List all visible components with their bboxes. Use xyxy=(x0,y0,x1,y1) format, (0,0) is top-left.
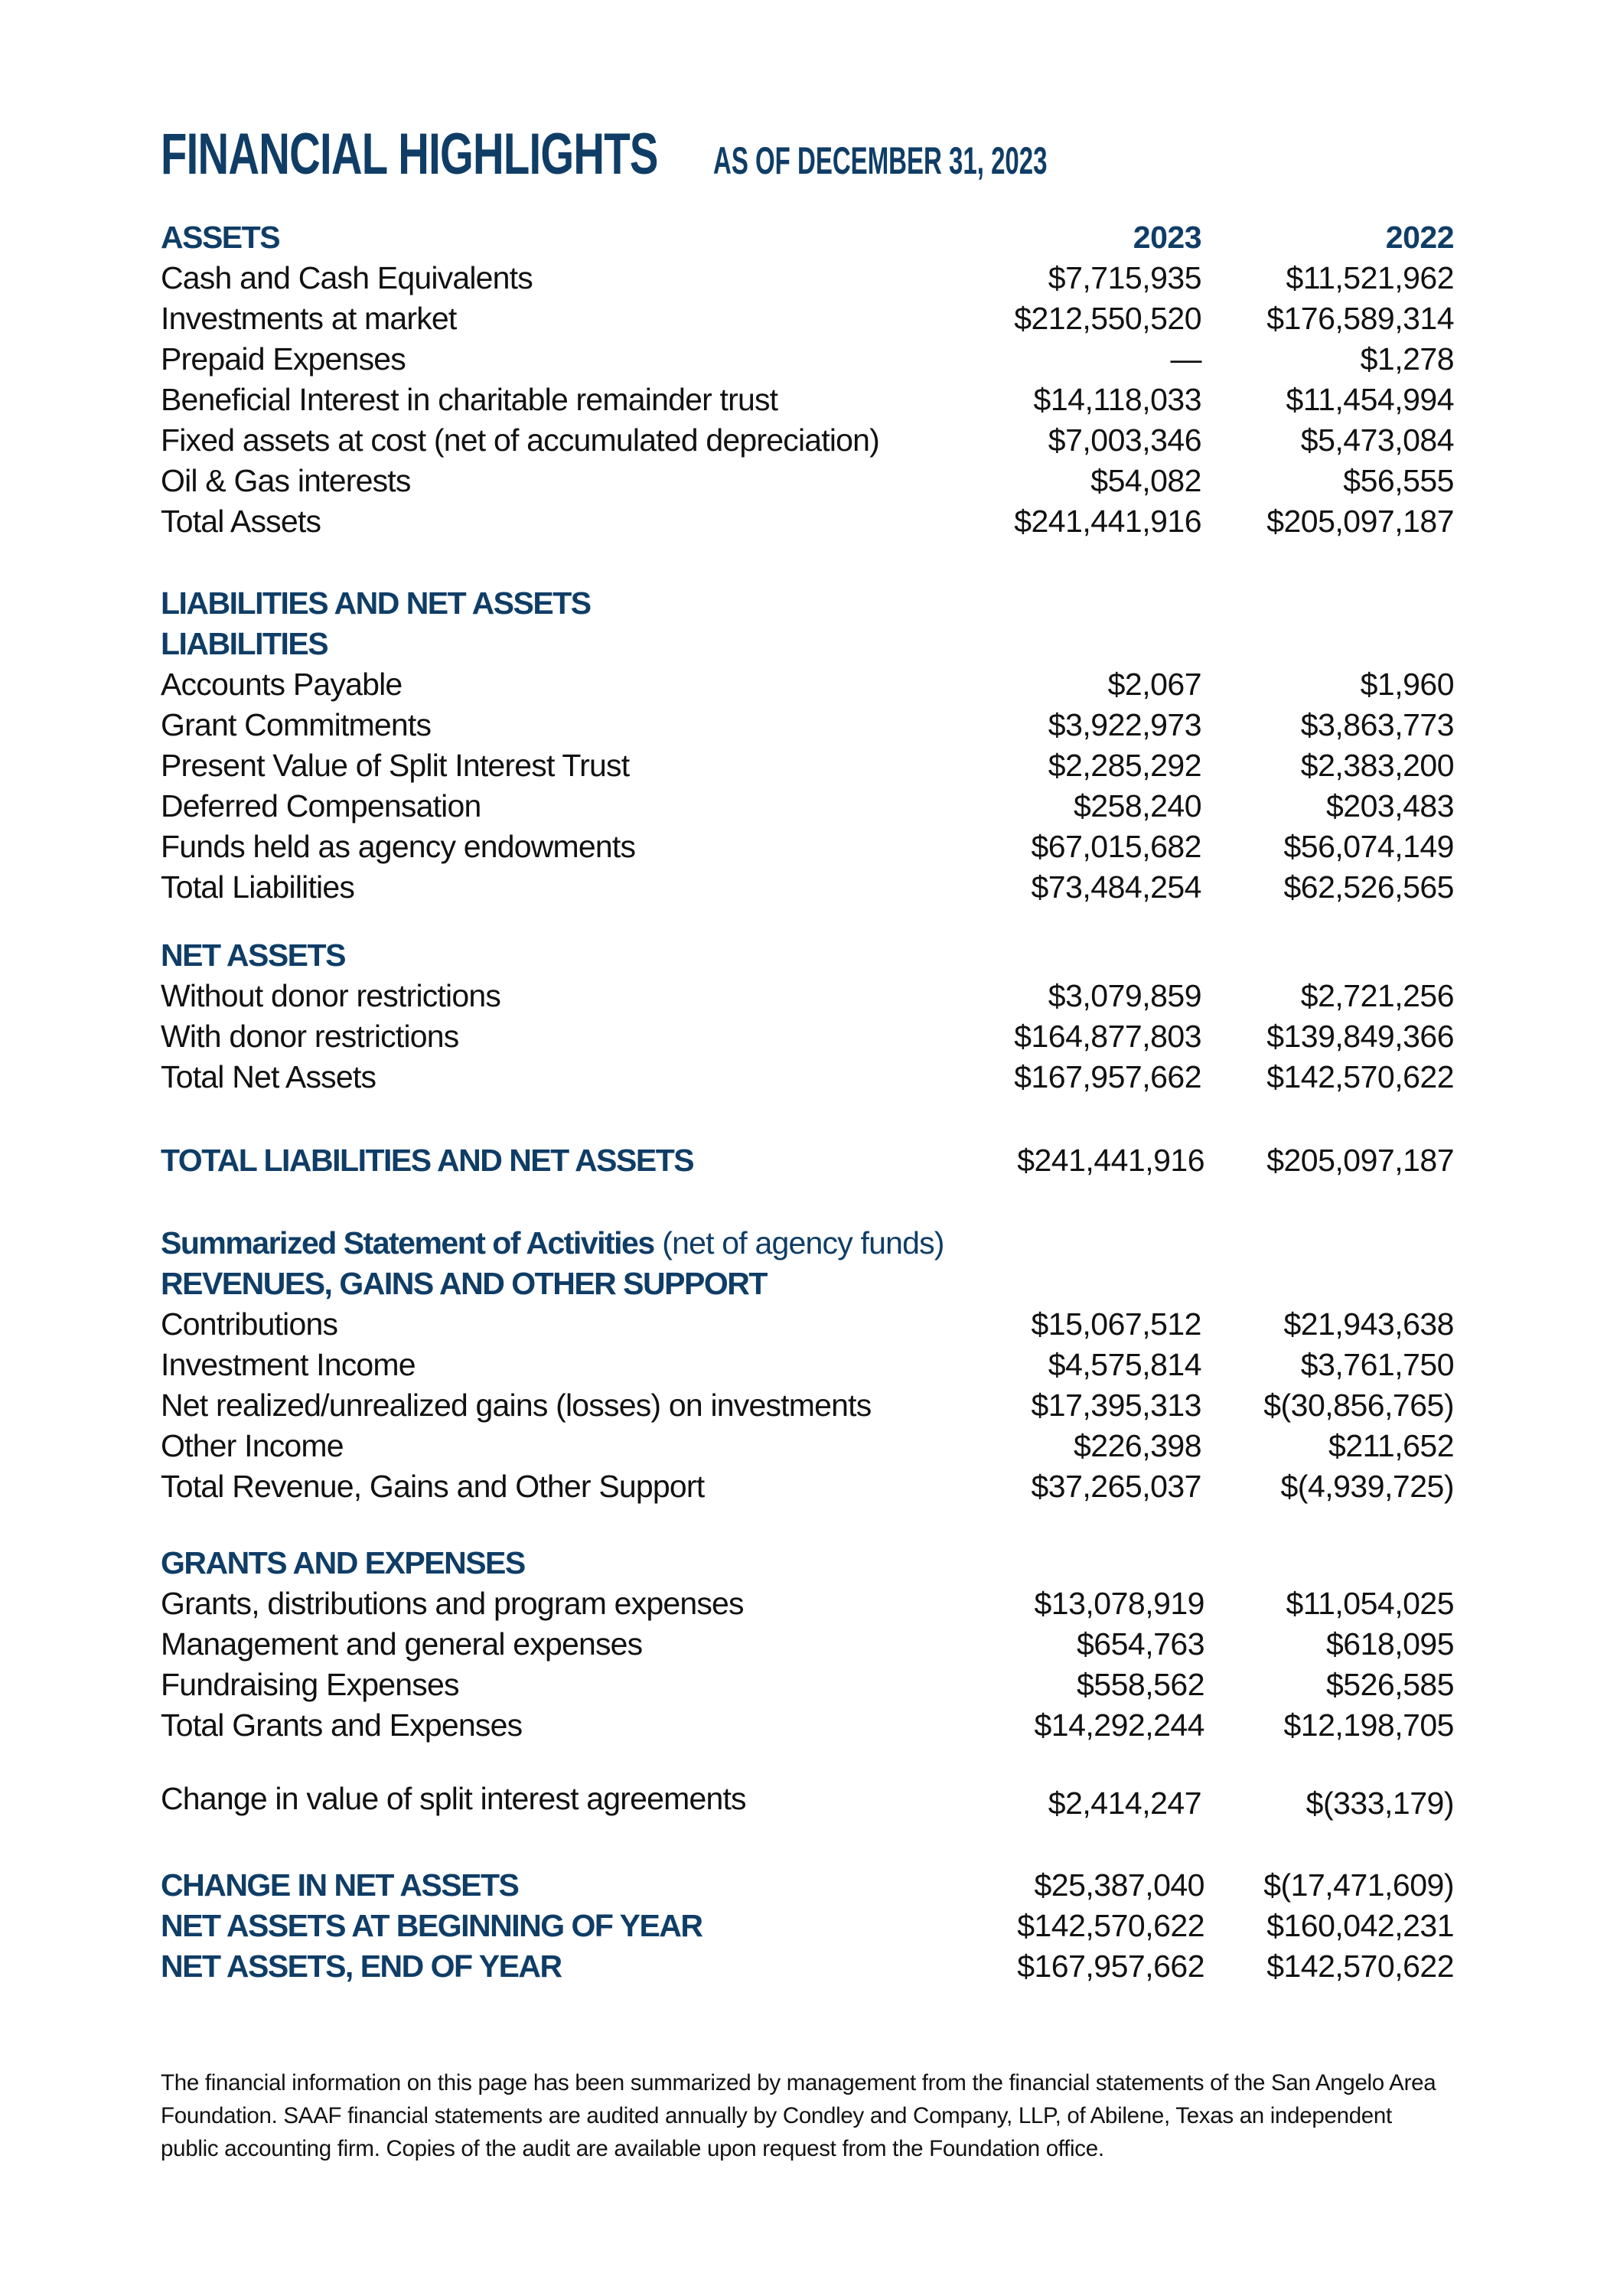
value-2022: $526,585 xyxy=(1325,1667,1454,1702)
value-2023: $241,441,916 xyxy=(1017,1143,1204,1178)
assets-header-row xyxy=(161,217,1454,257)
value-2022: $56,555 xyxy=(1343,463,1454,498)
table-row xyxy=(161,1583,1454,1623)
value-2023: $73,484,254 xyxy=(1031,869,1201,905)
row-label: Accounts Payable xyxy=(161,667,403,702)
value-2023: $2,067 xyxy=(1107,667,1201,702)
row-label: Net realized/unrealized gains (losses) on investments xyxy=(161,1388,872,1423)
row-label: Total Assets xyxy=(161,504,321,539)
value-2022: $11,521,962 xyxy=(1286,260,1454,295)
value-2022: $56,074,149 xyxy=(1283,829,1454,864)
row-label: Investments at market xyxy=(161,301,457,336)
value-2023: $7,003,346 xyxy=(1048,422,1201,458)
value-2022: $203,483 xyxy=(1325,788,1454,823)
value-2022: $(333,179) xyxy=(1305,1786,1454,1821)
table-row xyxy=(161,339,1454,379)
value-2022: $11,054,025 xyxy=(1286,1586,1454,1621)
revenues-heading-row xyxy=(161,1264,1454,1303)
value-2022: $139,849,366 xyxy=(1266,1019,1454,1054)
table-row xyxy=(161,1385,1454,1425)
value-2022: $618,095 xyxy=(1325,1626,1454,1662)
value-2022: $2,721,256 xyxy=(1300,978,1454,1013)
value-2022: $(30,856,765) xyxy=(1263,1388,1454,1423)
row-label: Deferred Compensation xyxy=(161,788,481,823)
value-2022: $12,198,705 xyxy=(1283,1707,1454,1743)
total-liabilities-net-assets-row xyxy=(161,1140,1454,1180)
row-label: Prepaid Expenses xyxy=(161,341,406,377)
liabilities-heading-row xyxy=(161,624,1454,664)
value-2022: $62,526,565 xyxy=(1283,869,1454,905)
row-label: Investment Income xyxy=(161,1347,416,1382)
assets-heading: ASSETS xyxy=(161,220,280,255)
value-2023: $3,079,859 xyxy=(1048,978,1201,1013)
value-2022: $5,473,084 xyxy=(1300,422,1454,458)
net-assets-end-row xyxy=(161,1946,1454,1986)
row-label: Fixed assets at cost (net of accumulated depreciation) xyxy=(161,422,880,458)
value-2022: $205,097,187 xyxy=(1266,1143,1454,1178)
title-date: AS OF DECEMBER 31, 2023 xyxy=(713,139,1048,182)
table-row xyxy=(161,705,1454,745)
value-2023: $17,395,313 xyxy=(1031,1388,1201,1423)
table-row xyxy=(161,298,1454,338)
value-2023: $241,441,916 xyxy=(1014,504,1201,539)
value-2023: $654,763 xyxy=(1076,1626,1204,1662)
table-row xyxy=(161,786,1454,826)
revenues-heading: REVENUES, GAINS AND OTHER SUPPORT xyxy=(161,1266,767,1301)
change-in-net-assets-row xyxy=(161,1865,1454,1905)
activities-title-row xyxy=(161,1223,1454,1263)
row-label: Without donor restrictions xyxy=(161,978,501,1013)
value-2023: $37,265,037 xyxy=(1031,1469,1201,1504)
value-2023: $167,957,662 xyxy=(1014,1059,1201,1094)
value-2022: $1,960 xyxy=(1360,667,1454,702)
table-row xyxy=(161,1345,1454,1384)
row-label: Present Value of Split Interest Trust xyxy=(161,748,630,783)
value-2023: $7,715,935 xyxy=(1048,260,1201,295)
value-2023: $25,387,040 xyxy=(1034,1867,1204,1903)
table-row xyxy=(161,1624,1454,1664)
value-2023: $3,922,973 xyxy=(1048,707,1201,742)
section-heading: LIABILITIES AND NET ASSETS xyxy=(161,585,591,621)
table-row xyxy=(161,420,1454,460)
net-assets-heading: NET ASSETS xyxy=(161,938,345,973)
expenses-heading-row xyxy=(161,1543,1454,1583)
table-row xyxy=(161,976,1454,1016)
value-2023: $2,285,292 xyxy=(1048,748,1201,783)
row-label: Beneficial Interest in charitable remainder trust xyxy=(161,382,778,417)
table-row xyxy=(161,1665,1454,1704)
row-label: Change in value of split interest agreements xyxy=(161,1781,746,1816)
net-assets-heading-row xyxy=(161,935,1454,975)
liabilities-heading: LIABILITIES xyxy=(161,626,328,661)
row-label: Grant Commitments xyxy=(161,707,432,742)
total-net-assets-row xyxy=(161,1057,1454,1097)
row-label: Fundraising Expenses xyxy=(161,1667,459,1702)
value-2022: $21,943,638 xyxy=(1283,1306,1454,1342)
row-label: Total Net Assets xyxy=(161,1059,376,1094)
row-label: Total Revenue, Gains and Other Support xyxy=(161,1469,705,1504)
value-2023: $14,292,244 xyxy=(1034,1707,1204,1743)
row-label: CHANGE IN NET ASSETS xyxy=(161,1867,519,1903)
value-2022: $(4,939,725) xyxy=(1280,1469,1454,1504)
value-2023: $14,118,033 xyxy=(1033,382,1201,417)
total-expenses-row xyxy=(161,1705,1454,1745)
value-2022: $142,570,622 xyxy=(1266,1949,1454,1984)
value-2023: $13,078,919 xyxy=(1034,1586,1204,1621)
row-label: With donor restrictions xyxy=(161,1019,459,1054)
value-2023: $558,562 xyxy=(1076,1667,1204,1702)
table-row xyxy=(161,1304,1454,1344)
row-label: Other Income xyxy=(161,1428,344,1463)
value-2023: $15,067,512 xyxy=(1031,1306,1201,1342)
column-header-2022: 2022 xyxy=(1385,220,1454,255)
title-main: FINANCIAL HIGHLIGHTS xyxy=(161,122,658,187)
value-2023: $226,398 xyxy=(1073,1428,1201,1463)
value-2022: $3,761,750 xyxy=(1300,1347,1454,1382)
value-2023: $142,570,622 xyxy=(1017,1908,1204,1943)
net-assets-beginning-row xyxy=(161,1906,1454,1945)
value-2022: $2,383,200 xyxy=(1300,748,1454,783)
total-liabilities-row xyxy=(161,867,1454,907)
value-2022: $11,454,994 xyxy=(1286,382,1454,417)
row-label: TOTAL LIABILITIES AND NET ASSETS xyxy=(161,1143,694,1178)
row-label: Contributions xyxy=(161,1306,338,1342)
value-2023: $4,575,814 xyxy=(1048,1347,1201,1382)
value-2023: — xyxy=(1170,341,1201,377)
expenses-heading: GRANTS AND EXPENSES xyxy=(161,1545,525,1580)
value-2023: $212,550,520 xyxy=(1014,301,1201,336)
value-2023: $2,414,247 xyxy=(1048,1786,1201,1821)
table-row xyxy=(161,745,1454,785)
row-label: Management and general expenses xyxy=(161,1626,643,1662)
row-label: Total Liabilities xyxy=(161,869,355,905)
column-header-2023: 2023 xyxy=(1133,220,1201,255)
value-2022: $211,652 xyxy=(1328,1428,1454,1463)
footnote: The financial information on this page has been summarized by management from the financial statements of the San Angelo Area Foundation. SAAF financial statements are audited annually by Condley and Company, LLP, of Abilene, Texas an independent public accounting firm. Copies of the audit are available upon request from the Foundation office. xyxy=(161,2070,1436,2161)
table-row xyxy=(161,258,1454,298)
activities-title xyxy=(161,1223,944,1263)
row-label: NET ASSETS, END OF YEAR xyxy=(161,1949,562,1984)
table-row xyxy=(161,1016,1454,1056)
table-row xyxy=(161,380,1454,419)
row-label: Cash and Cash Equivalents xyxy=(161,260,533,295)
value-2022: $176,589,314 xyxy=(1266,301,1454,336)
value-2022: $(17,471,609) xyxy=(1263,1867,1454,1903)
value-2022: $1,278 xyxy=(1360,341,1454,377)
table-row xyxy=(161,664,1454,704)
value-2022: $205,097,187 xyxy=(1266,504,1454,539)
row-label: Grants, distributions and program expenses xyxy=(161,1586,744,1621)
row-label: Oil & Gas interests xyxy=(161,463,411,498)
table-row xyxy=(161,461,1454,501)
page-title xyxy=(161,121,1048,188)
activities-title-bold: Summarized Statement of Activities xyxy=(161,1225,654,1261)
row-label: Total Grants and Expenses xyxy=(161,1707,523,1743)
value-2023: $258,240 xyxy=(1073,788,1201,823)
split-interest-row xyxy=(161,1779,1454,1821)
row-label: Funds held as agency endowments xyxy=(161,829,636,864)
row-label: NET ASSETS AT BEGINNING OF YEAR xyxy=(161,1908,702,1943)
table-row xyxy=(161,1426,1454,1466)
value-2023: $67,015,682 xyxy=(1031,829,1201,864)
total-assets-row xyxy=(161,501,1454,541)
value-2022: $160,042,231 xyxy=(1266,1908,1454,1943)
value-2022: $142,570,622 xyxy=(1266,1059,1454,1094)
liabilities-net-assets-heading-row xyxy=(161,583,1454,623)
value-2023: $164,877,803 xyxy=(1014,1019,1201,1054)
activities-title-note: (net of agency funds) xyxy=(654,1225,944,1261)
value-2022: $3,863,773 xyxy=(1300,707,1454,742)
table-row xyxy=(161,827,1454,866)
value-2023: $167,957,662 xyxy=(1017,1949,1204,1984)
total-revenue-row xyxy=(161,1466,1454,1506)
value-2023: $54,082 xyxy=(1090,463,1201,498)
